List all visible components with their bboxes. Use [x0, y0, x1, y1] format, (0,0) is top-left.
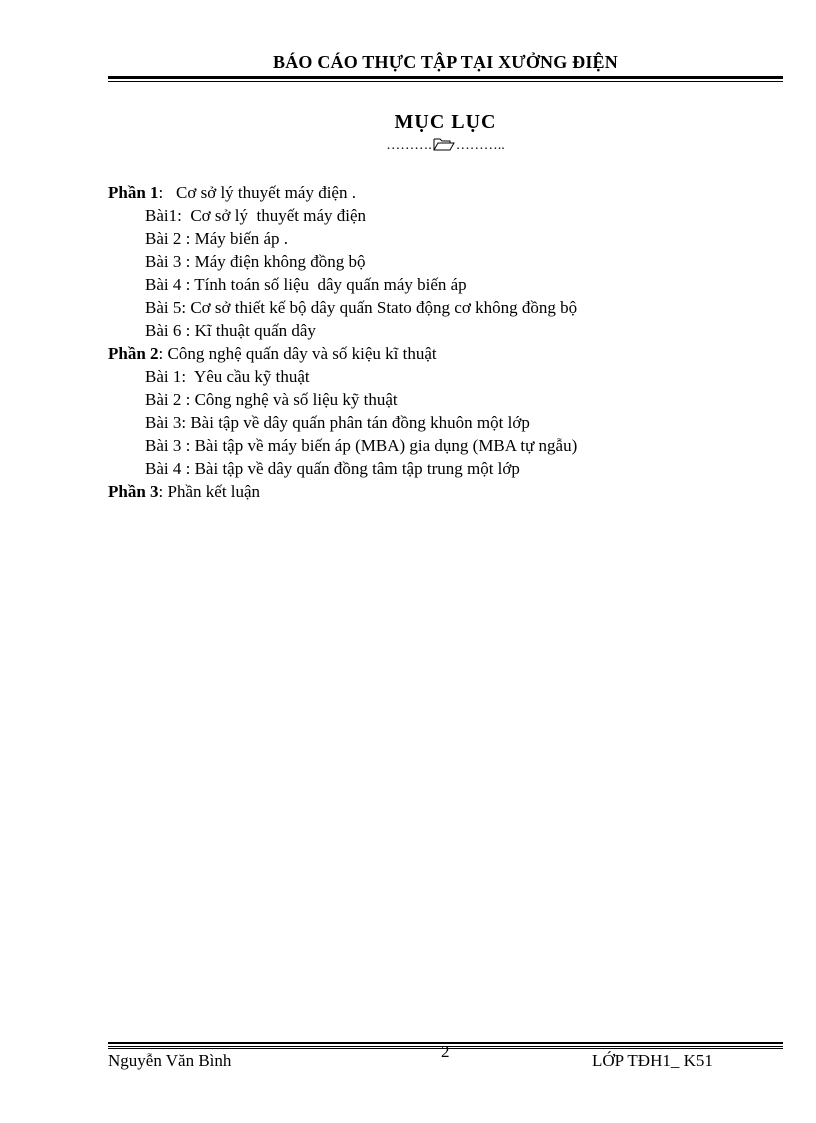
- header-rule-thin: [108, 81, 783, 82]
- footer-author: Nguyễn Văn Bình: [108, 1051, 232, 1070]
- toc-part-3: [108, 480, 783, 503]
- toc-part-2: [108, 342, 783, 365]
- toc-lesson: Bài 4 : Tính toán số liệu dây quấn máy biến áp: [145, 275, 467, 294]
- toc-lesson: Bài 6 : Kĩ thuật quấn dây: [145, 321, 316, 340]
- footer-class: LỚP TĐH1_ K51: [592, 1051, 713, 1070]
- toc-part-title: : Công nghệ quấn dây và số kiệu kĩ thuật: [158, 344, 437, 363]
- header-rule-thick: [108, 76, 783, 79]
- toc-lesson: Bài 3: Bài tập về dây quấn phân tán đồng khuôn một lớp: [145, 413, 530, 432]
- ornament-dots-right: ………..: [455, 138, 505, 153]
- toc-part-title: : Cơ sở lý thuyết máy điện .: [158, 183, 356, 202]
- toc-part-label: Phần 2: [108, 344, 159, 363]
- toc-lesson: Bài 3 : Bài tập về máy biến áp (MBA) gia dụng (MBA tự ngẫu): [145, 436, 578, 455]
- toc-part-label: Phần 1: [108, 183, 159, 202]
- toc-lesson: Bài 4 : Bài tập về dây quấn đồng tâm tập trung một lớp: [145, 459, 520, 478]
- toc-part-title: : Phần kết luận: [158, 482, 261, 501]
- toc-lesson: Bài 2 : Công nghệ và số liệu kỹ thuật: [145, 390, 398, 409]
- page-number: 2: [441, 1042, 450, 1061]
- table-of-contents: [108, 181, 783, 503]
- header-title: BÁO CÁO THỰC TẬP TẠI XƯỞNG ĐIỆN: [273, 52, 618, 72]
- toc-lesson: Bài 5: Cơ sở thiết kế bộ dây quấn Stato động cơ không đồng bộ: [145, 298, 578, 317]
- toc-lesson: Bài 1: Yêu cầu kỹ thuật: [145, 367, 310, 386]
- toc-lesson: Bài 3 : Máy điện không đồng bộ: [145, 252, 366, 271]
- toc-part-1: [108, 181, 783, 204]
- toc-lesson: Bài1: Cơ sở lý thuyết máy điện: [145, 206, 367, 225]
- toc-part-label: Phần 3: [108, 482, 159, 501]
- toc-ornament: [108, 137, 783, 154]
- open-folder-icon: [432, 138, 456, 153]
- ornament-dots-left: ……….: [386, 138, 432, 153]
- toc-lesson: Bài 2 : Máy biến áp .: [145, 229, 289, 248]
- toc-title: MỤC LỤC: [394, 111, 497, 133]
